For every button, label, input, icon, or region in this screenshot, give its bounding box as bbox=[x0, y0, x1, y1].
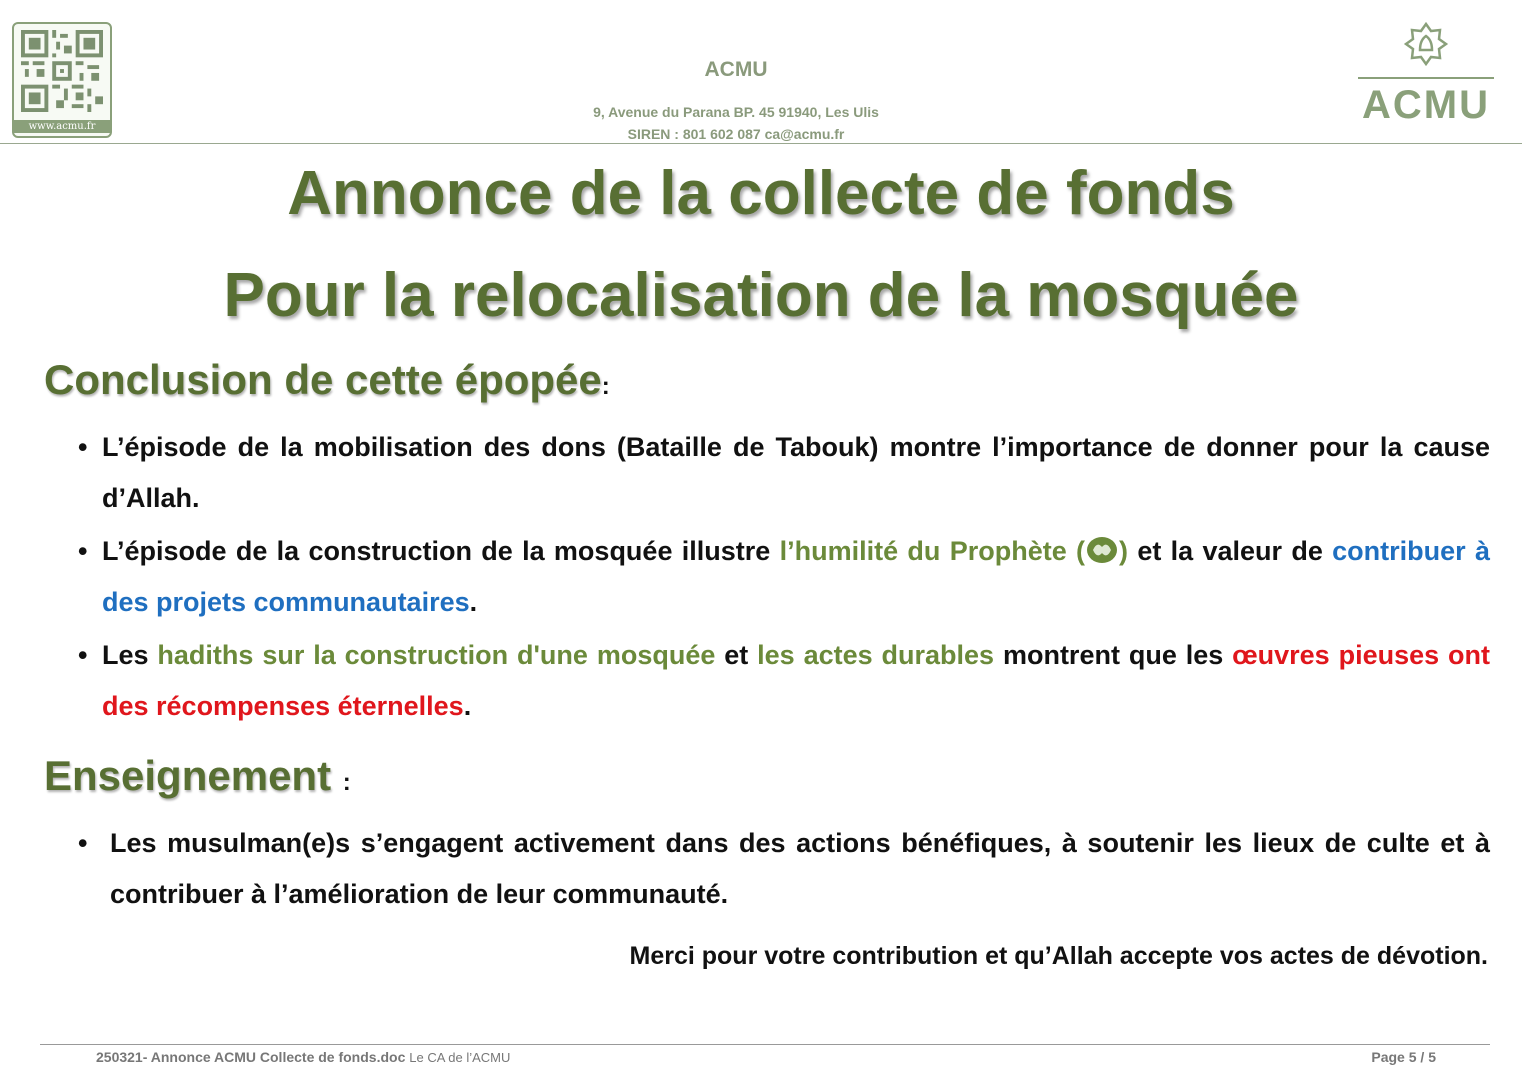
logo-rule bbox=[1358, 77, 1494, 79]
footer-divider bbox=[40, 1044, 1490, 1045]
enseignement-heading bbox=[44, 752, 351, 800]
qr-code-icon bbox=[21, 30, 103, 112]
page-title-line-1: Annonce de la collecte de fonds bbox=[287, 159, 1235, 228]
footer-document-info bbox=[96, 1049, 510, 1065]
footer-doc-name: 250321- Annonce ACMU Collecte de fonds.doc bbox=[96, 1049, 406, 1065]
list-item: • L’épisode de la construction de la mosquée illustre l’humilité du Prophète ( ) et la valeur de contribuer à des projets communautaires. bbox=[78, 526, 1490, 628]
acmu-logo bbox=[1356, 22, 1496, 125]
conclusion-heading-text: Conclusion de cette épopée bbox=[44, 356, 602, 403]
enseignement-heading-text: Enseignement bbox=[44, 752, 332, 799]
org-address: 9, Avenue du Parana BP. 45 91940, Les Ulis bbox=[593, 104, 879, 120]
bullet-icon: • bbox=[78, 536, 88, 566]
bullet-icon: • bbox=[78, 432, 88, 462]
closing-message: Merci pour votre contribution et qu’Allah accepte vos actes de dévotion. bbox=[629, 942, 1488, 970]
mosque-star-icon bbox=[1402, 22, 1450, 66]
list-item: • Les hadiths sur la construction d'une mosquée et les actes durables montrent que les œuvres pieuses ont des récompenses éternelles. bbox=[78, 630, 1490, 732]
bullet-text: L’épisode de la mobilisation des dons (Bataille de Tabouk) montre l’importance de donner pour la cause d’Allah. bbox=[102, 432, 1490, 513]
enseignement-list bbox=[78, 818, 1490, 922]
footer-page-number: Page 5 / 5 bbox=[1371, 1049, 1436, 1065]
org-name: ACMU bbox=[704, 58, 768, 81]
salawat-calligraphy-icon bbox=[1085, 535, 1119, 565]
highlight-eternal-rewards: œuvres pieuses ont des récompenses éternelles bbox=[102, 640, 1490, 721]
bullet-text: L’épisode de la construction de la mosquée illustre bbox=[102, 536, 780, 566]
list-item bbox=[78, 422, 1490, 524]
org-siren-email: SIREN : 801 602 087 ca@acmu.fr bbox=[627, 126, 845, 142]
page-title-line-2: Pour la relocalisation de la mosquée bbox=[223, 261, 1299, 330]
conclusion-list bbox=[78, 422, 1490, 734]
footer-author: Le CA de l’ACMU bbox=[409, 1050, 511, 1065]
logo-text: ACMU bbox=[1362, 83, 1490, 127]
conclusion-heading-colon: : bbox=[601, 373, 610, 400]
conclusion-heading bbox=[44, 356, 610, 404]
bullet-text: Les musulman(e)s s’engagent activement dans des actions bénéfiques, à soutenir les lieux de culte et à contribuer à l’amélioration de leur communauté. bbox=[110, 828, 1490, 909]
bullet-icon: • bbox=[78, 640, 88, 670]
list-item bbox=[78, 818, 1490, 920]
enseignement-heading-colon: : bbox=[342, 769, 351, 796]
highlight-humility: l’humilité du Prophète ( ) bbox=[779, 536, 1129, 566]
qr-caption: www.acmu.fr bbox=[14, 120, 110, 133]
highlight-lasting-deeds: les actes durables bbox=[757, 640, 995, 670]
header-divider bbox=[0, 143, 1522, 144]
highlight-community-projects: contribuer à des projets communautaires bbox=[102, 536, 1490, 617]
bullet-icon: • bbox=[78, 828, 88, 858]
highlight-hadiths: hadiths sur la construction d'une mosquée bbox=[157, 640, 716, 670]
qr-code bbox=[12, 22, 112, 138]
